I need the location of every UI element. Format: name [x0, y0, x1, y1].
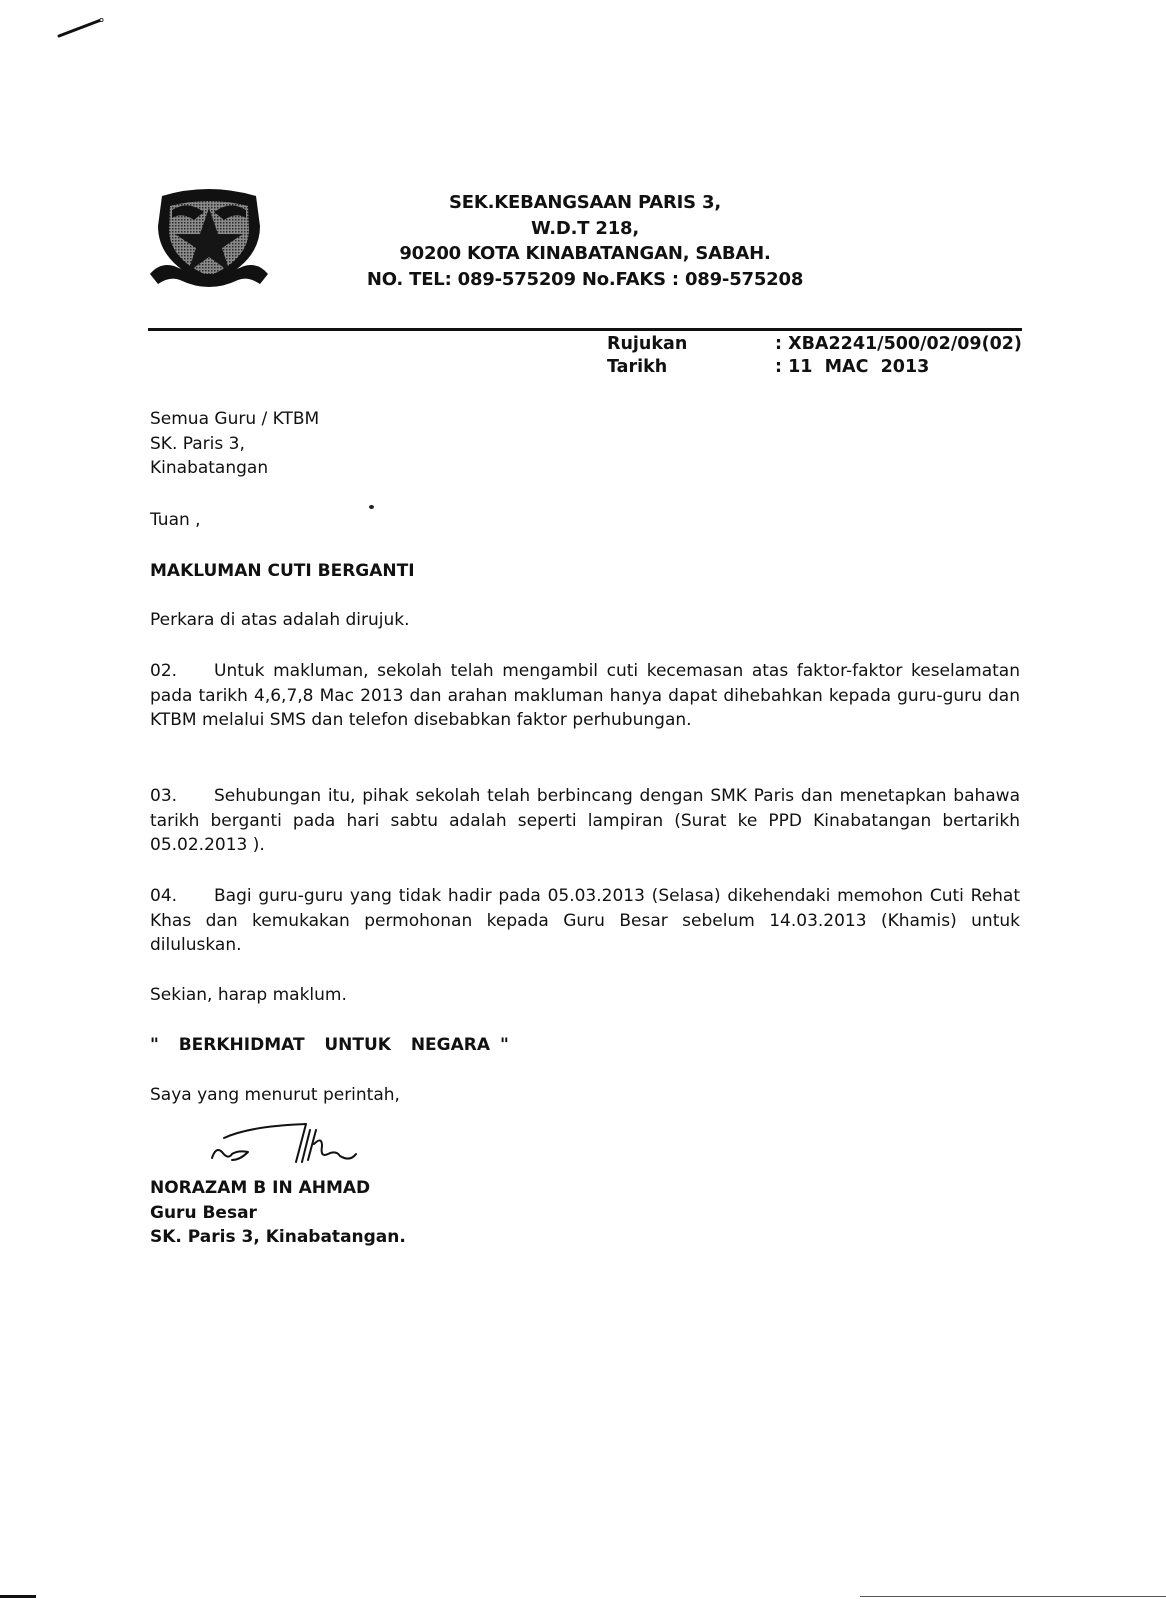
- meta-values: [775, 333, 1022, 378]
- salutation: Tuan ,: [150, 510, 201, 530]
- closing-line: Sekian, harap maklum.: [150, 985, 347, 1005]
- recipient-address: [150, 407, 319, 481]
- paragraph-02: [150, 659, 1020, 733]
- contact-line: NO. TEL: 089-575209 No.FAKS : 089-575208: [366, 268, 804, 290]
- paragraph-number: 03.: [150, 786, 178, 806]
- city-line: 90200 KOTA KINABATANGAN, SABAH.: [399, 243, 771, 264]
- signature-icon: [210, 1118, 370, 1170]
- paragraph-number: 04.: [150, 886, 178, 906]
- scan-edge-line: [860, 1596, 1166, 1597]
- recipient-line-1: Semua Guru / KTBM: [150, 409, 320, 429]
- reference-label: Rujukan: [607, 334, 688, 354]
- paragraph-04: [150, 884, 1020, 958]
- paragraph-text: Untuk makluman, sekolah telah mengambil cuti kecemasan atas faktor-faktor keselamatan pada tarikh 4,6,7,8 Mac 2013 dan arahan makluman hanya dapat dihebahkan kepada guru-guru dan KTBM melalui SMS dan telefon disebabkan faktor perhubungan.: [150, 661, 1020, 730]
- paragraph-text: Bagi guru-guru yang tidak hadir pada 05.03.2013 (Selasa) dikehendaki memohon Cuti Rehat Khas dan kemukakan permohonan kepada Guru Besar sebelum 14.03.2013 (Khamis) untuk diluluskan.: [150, 886, 1020, 955]
- paragraph-03: [150, 784, 1020, 858]
- subject-heading: MAKLUMAN CUTI BERGANTI: [150, 561, 415, 581]
- letterhead-divider: [148, 328, 1022, 331]
- intro-line: Perkara di atas adalah dirujuk.: [150, 610, 410, 630]
- po-box: W.D.T 218,: [531, 217, 639, 239]
- recipient-line-3: Kinabatangan: [150, 458, 269, 478]
- recipient-line-2: SK. Paris 3,: [150, 433, 245, 454]
- signatory-name: NORAZAM B IN AHMAD: [150, 1178, 371, 1198]
- paragraph-number: 02.: [150, 661, 178, 681]
- letterhead: [330, 190, 840, 292]
- motto: " BERKHIDMAT UNTUK NEGARA ": [150, 1035, 509, 1055]
- signatory-block: [150, 1176, 406, 1250]
- date-value: : 11 MAC 2013: [775, 356, 930, 377]
- school-crest-icon: [148, 186, 270, 292]
- reference-value: : XBA2241/500/02/09(02): [775, 334, 1022, 354]
- ink-speck: [369, 505, 374, 509]
- scan-edge-mark: [0, 1595, 36, 1598]
- signatory-title: Guru Besar: [150, 1202, 257, 1223]
- meta-labels: [607, 333, 687, 378]
- school-name: SEK.KEBANGSAAN PARIS 3,: [449, 192, 721, 213]
- pen-mark-icon: [57, 17, 105, 39]
- signatory-organization: SK. Paris 3, Kinabatangan.: [150, 1227, 406, 1247]
- sign-off-line: Saya yang menurut perintah,: [150, 1085, 400, 1105]
- paragraph-text: Sehubungan itu, pihak sekolah telah berbincang dengan SMK Paris dan menetapkan bahawa tarikh berganti pada hari sabtu adalah seperti lampiran (Surat ke PPD Kinabatangan bertarikh 05.02.2013 ).: [150, 786, 1020, 855]
- date-label: Tarikh: [607, 356, 668, 377]
